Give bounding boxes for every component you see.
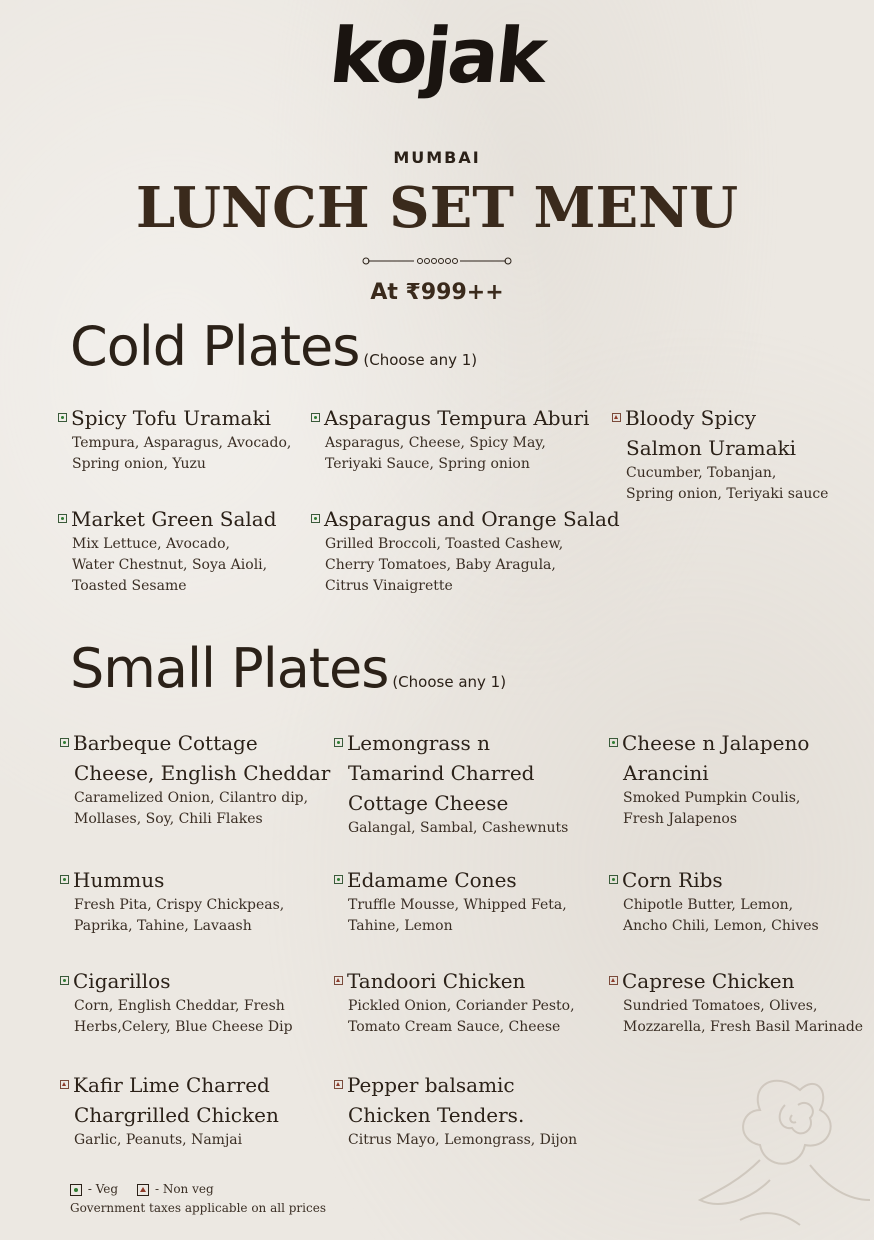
veg-indicator-icon <box>311 514 320 523</box>
menu-item-name-text: Barbeque Cottage <box>73 731 258 755</box>
menu-item-description: Tahine, Lemon <box>348 918 453 934</box>
menu-item-name-text: Spicy Tofu Uramaki <box>71 406 271 430</box>
menu-item-description: Galangal, Sambal, Cashewnuts <box>348 820 569 836</box>
city-label: MUMBAI <box>393 148 481 167</box>
menu-item <box>609 865 819 937</box>
menu-item-description: Tempura, Asparagus, Avocado, <box>72 435 292 451</box>
menu-item-name <box>609 966 863 996</box>
menu-item-name-text: Corn Ribs <box>622 868 723 892</box>
menu-item <box>609 728 809 830</box>
small-plates-choose-note: (Choose any 1) <box>392 673 507 691</box>
menu-item-name <box>60 758 330 788</box>
menu-item <box>334 1070 577 1151</box>
menu-item-name-text: Edamame Cones <box>347 868 517 892</box>
menu-item-name <box>60 728 330 758</box>
menu-item-description: Mozzarella, Fresh Basil Marinade <box>623 1019 864 1035</box>
menu-item-name <box>334 728 568 758</box>
menu-item-name-text: Chargrilled Chicken <box>74 1103 279 1127</box>
menu-item <box>60 865 284 937</box>
menu-item-description: Truffle Mousse, Whipped Feta, <box>348 897 567 913</box>
menu-item-name-text: Asparagus and Orange Salad <box>324 507 620 531</box>
menu-item-description: Smoked Pumpkin Coulis, <box>623 790 801 806</box>
menu-item-description: Teriyaki Sauce, Spring onion <box>325 456 530 472</box>
veg-indicator-icon <box>60 976 69 985</box>
menu-item-description: Mix Lettuce, Avocado, <box>72 536 230 552</box>
menu-item-name-text: Cheese n Jalapeno <box>622 731 810 755</box>
menu-item-description: Pickled Onion, Coriander Pesto, <box>348 998 575 1014</box>
menu-item-name <box>334 1070 577 1100</box>
menu-item <box>60 728 330 830</box>
menu-item-name <box>311 403 589 433</box>
menu-item-name-text: Cheese, English Cheddar <box>74 761 331 785</box>
menu-item <box>334 966 575 1038</box>
menu-item-description: Citrus Vinaigrette <box>325 578 453 594</box>
veg-indicator-icon <box>58 413 67 422</box>
cold-plates-choose-note: (Choose any 1) <box>363 351 478 369</box>
menu-item-description: Fresh Pita, Crispy Chickpeas, <box>74 897 285 913</box>
menu-item-description: Grilled Broccoli, Toasted Cashew, <box>325 536 564 552</box>
page-title: LUNCH SET MENU <box>135 175 739 241</box>
menu-item-description: Spring onion, Teriyaki sauce <box>626 486 829 502</box>
menu-item-description: Water Chestnut, Soya Aioli, <box>72 557 268 573</box>
menu-item <box>334 865 567 937</box>
brand-logo: kojak <box>325 11 549 100</box>
menu-item-name <box>334 1100 577 1130</box>
veg-indicator-icon <box>70 1184 82 1196</box>
menu-item-description: Caramelized Onion, Cilantro dip, <box>74 790 309 806</box>
small-plates-heading <box>70 637 507 700</box>
veg-indicator-icon <box>60 738 69 747</box>
menu-item-description: Fresh Jalapenos <box>623 811 738 827</box>
non-veg-indicator-icon <box>137 1184 149 1196</box>
menu-item-description: Herbs,Celery, Blue Cheese Dip <box>74 1019 293 1035</box>
legend-veg-label: - Veg <box>87 1182 119 1196</box>
menu-item-description: Chipotle Butter, Lemon, <box>623 897 794 913</box>
menu-item-description: Spring onion, Yuzu <box>72 456 206 472</box>
menu-item <box>58 504 277 597</box>
veg-indicator-icon <box>311 413 320 422</box>
menu-item-description: Tomato Cream Sauce, Cheese <box>348 1019 561 1035</box>
menu-item-description: Sundried Tomatoes, Olives, <box>623 998 818 1014</box>
menu-item-name-text: Arancini <box>623 761 709 785</box>
menu-item <box>612 403 828 505</box>
non-veg-indicator-icon <box>612 413 621 422</box>
ornament-divider-icon <box>362 254 512 268</box>
menu-item-name <box>58 403 291 433</box>
menu-item-name-text: Tamarind Charred <box>348 761 535 785</box>
veg-indicator-icon <box>609 738 618 747</box>
menu-item-name-text: Kafir Lime Charred <box>73 1073 270 1097</box>
menu-item <box>609 966 863 1038</box>
menu-item-name-text: Pepper balsamic <box>347 1073 515 1097</box>
menu-item-name-text: Lemongrass n <box>347 731 491 755</box>
menu-item-name <box>609 728 809 758</box>
small-plates-title: Small Plates <box>70 637 389 700</box>
menu-item-name <box>60 966 293 996</box>
menu-item-name-text: Hummus <box>73 868 165 892</box>
menu-item <box>60 966 293 1038</box>
menu-item-name-text: Bloody Spicy <box>625 406 757 430</box>
menu-item-name <box>609 758 809 788</box>
menu-item-description: Ancho Chili, Lemon, Chives <box>623 918 819 934</box>
menu-item-description: Corn, English Cheddar, Fresh <box>74 998 285 1014</box>
menu-item <box>58 403 291 475</box>
veg-indicator-icon <box>60 875 69 884</box>
menu-item-name-text: Cigarillos <box>73 969 171 993</box>
menu-item-name <box>60 1100 279 1130</box>
menu-item-description: Citrus Mayo, Lemongrass, Dijon <box>348 1132 578 1148</box>
menu-item-name <box>334 966 575 996</box>
menu-item <box>311 504 620 597</box>
menu-item-name-text: Salmon Uramaki <box>626 436 797 460</box>
menu-item-name <box>60 865 284 895</box>
menu-item-name <box>58 504 277 534</box>
menu-item-name <box>334 758 568 788</box>
non-veg-indicator-icon <box>334 976 343 985</box>
veg-indicator-icon <box>334 875 343 884</box>
veg-indicator-icon <box>58 514 67 523</box>
menu-item-description: Garlic, Peanuts, Namjai <box>74 1132 243 1148</box>
non-veg-indicator-icon <box>60 1080 69 1089</box>
veg-indicator-icon <box>334 738 343 747</box>
tax-note: Government taxes applicable on all prices <box>70 1201 326 1215</box>
menu-item-name <box>609 865 819 895</box>
menu-item <box>60 1070 279 1151</box>
menu-item-description: Cherry Tomatoes, Baby Aragula, <box>325 557 556 573</box>
non-veg-indicator-icon <box>334 1080 343 1089</box>
non-veg-indicator-icon <box>609 976 618 985</box>
menu-item-name-text: Asparagus Tempura Aburi <box>324 406 590 430</box>
menu-item-name <box>334 788 568 818</box>
menu-item <box>311 403 589 475</box>
menu-item-name <box>311 504 620 534</box>
menu-item-name-text: Chicken Tenders. <box>348 1103 525 1127</box>
rose-icon <box>680 1050 874 1240</box>
diet-legend <box>70 1182 214 1196</box>
menu-item-name <box>334 865 567 895</box>
menu-item-name-text: Tandoori Chicken <box>347 969 526 993</box>
menu-item-description: Asparagus, Cheese, Spicy May, <box>325 435 546 451</box>
menu-item <box>334 728 568 839</box>
menu-item-description: Cucumber, Tobanjan, <box>626 465 777 481</box>
legend-nonveg-label: - Non veg <box>154 1182 214 1196</box>
menu-item-name <box>612 433 828 463</box>
menu-item-name <box>60 1070 279 1100</box>
menu-item-description: Mollases, Soy, Chili Flakes <box>74 811 263 827</box>
menu-item-description: Toasted Sesame <box>72 578 187 594</box>
set-price: At ₹999++ <box>370 280 504 305</box>
menu-item-name-text: Market Green Salad <box>71 507 277 531</box>
menu-item-description: Paprika, Tahine, Lavaash <box>74 918 252 934</box>
cold-plates-title: Cold Plates <box>70 315 360 378</box>
veg-indicator-icon <box>609 875 618 884</box>
menu-item-name-text: Cottage Cheese <box>348 791 509 815</box>
menu-item-name-text: Caprese Chicken <box>622 969 795 993</box>
cold-plates-heading <box>70 315 478 378</box>
menu-item-name <box>612 403 828 433</box>
